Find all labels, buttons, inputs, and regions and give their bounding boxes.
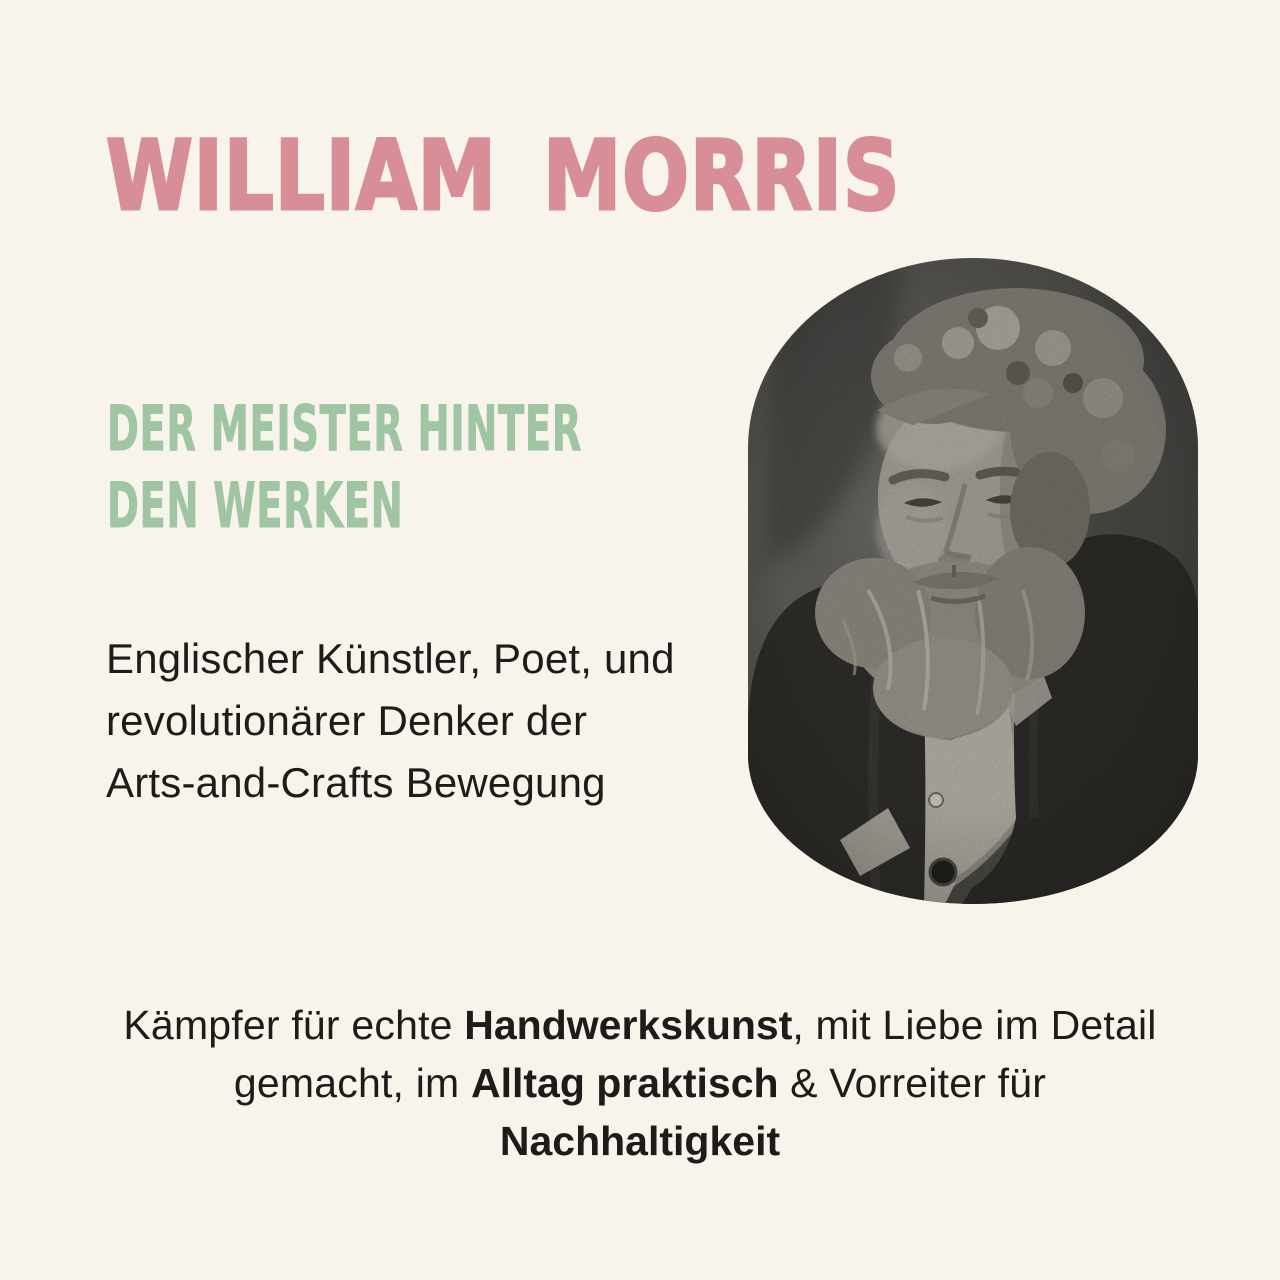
footer-bold-handwerkskunst: Handwerkskunst bbox=[464, 1002, 793, 1048]
footer-text: & Vorreiter für bbox=[778, 1060, 1047, 1106]
footer-text: gemacht, im bbox=[233, 1060, 471, 1106]
description-line-2: revolutionärer Denker der bbox=[106, 697, 588, 744]
poster-title: WILLIAM MORRIS bbox=[106, 120, 901, 232]
subtitle-line-1: DER MEISTER HINTER bbox=[107, 392, 582, 465]
footer-line-3 bbox=[60, 1112, 1220, 1170]
description-line-3: Arts-and-Crafts Bewegung bbox=[106, 759, 606, 806]
description-line-1: Englischer Künstler, Poet, und bbox=[106, 635, 675, 682]
description-paragraph bbox=[106, 628, 675, 814]
footer-text: Kämpfer für echte bbox=[123, 1002, 465, 1048]
footer-line-1 bbox=[60, 996, 1220, 1054]
portrait-photo-art bbox=[748, 258, 1198, 904]
footer-text: , mit Liebe im Detail bbox=[792, 1002, 1157, 1048]
footer-line-2 bbox=[60, 1054, 1220, 1112]
footer-statement bbox=[60, 996, 1220, 1170]
portrait-photo bbox=[748, 258, 1198, 904]
footer-bold-alltag-praktisch: Alltag praktisch bbox=[470, 1060, 779, 1106]
footer-bold-nachhaltigkeit: Nachhaltigkeit bbox=[499, 1118, 781, 1164]
subtitle-line-2: DEN WERKEN bbox=[107, 469, 404, 542]
